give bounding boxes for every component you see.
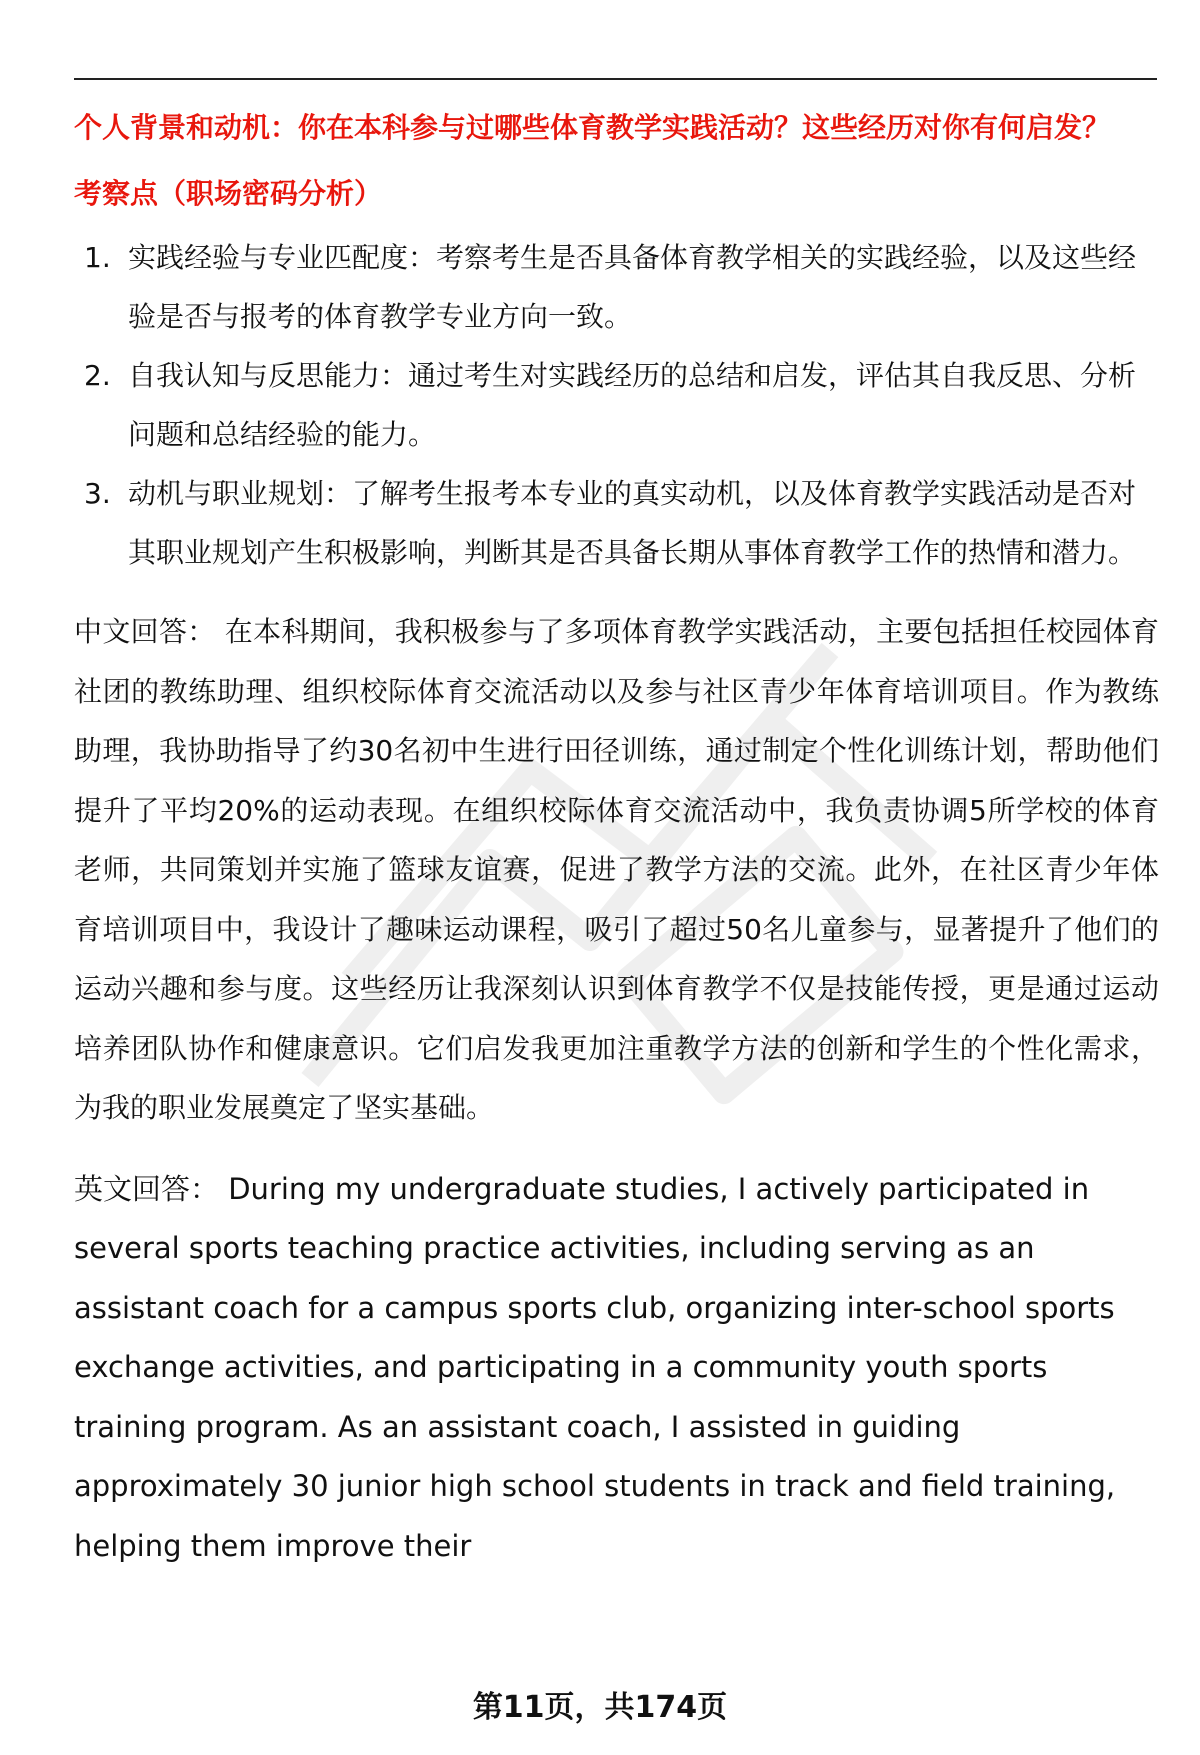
chinese-answer: 中文回答： 在本科期间，我积极参与了多项体育教学实践活动，主要包括担任校园体育社团的教练助理、组织校际体育交流活动以及参与社区青少年体育培训项目。作为教练助理，我协助指导了约30名初中生进行田径训练，通过制定个性化训练计划，帮助他们提升了平均20%的运动表现。在组织校际体育交流活动中，我负责协调5所学校的体育老师，共同策划并实施了篮球友谊赛，促进了教学方法的交流。此外，在社区青少年体育培训项目中，我设计了趣味运动课程，吸引了超过50名儿童参与，显著提升了他们的运动兴趣和参与度。这些经历让我深刻认识到体育教学不仅是技能传授，更是通过运动培养团队协作和健康意识。它们启发我更加注重教学方法的创新和学生的个性化需求，为我的职业发展奠定了坚实基础。 bbox=[74, 615, 1159, 1124]
list-item bbox=[74, 346, 1159, 464]
list-item-number: 1. bbox=[84, 241, 111, 274]
list-item-number: 3. bbox=[84, 477, 111, 510]
list-item bbox=[74, 228, 1159, 346]
assessment-points-list bbox=[74, 228, 1159, 582]
list-item bbox=[74, 464, 1159, 582]
list-item-text: 动机与职业规划：了解考生报考本专业的真实动机，以及体育教学实践活动是否对其职业规划产生积极影响，判断其是否具备长期从事体育教学工作的热情和潜力。 bbox=[128, 477, 1137, 569]
page-content bbox=[74, 108, 1159, 1576]
section-title: 考察点（职场密码分析） bbox=[74, 177, 383, 210]
question-heading: 个人背景和动机：你在本科参与过哪些体育教学实践活动？这些经历对你有何启发？ bbox=[74, 111, 1111, 144]
top-rule bbox=[74, 78, 1157, 80]
list-item-text: 实践经验与专业匹配度：考察考生是否具备体育教学相关的实践经验，以及这些经验是否与报考的体育教学专业方向一致。 bbox=[128, 241, 1137, 333]
list-item-number: 2. bbox=[84, 359, 111, 392]
page-number: 第11页，共174页 bbox=[472, 1690, 728, 1725]
english-answer: 英文回答： During my undergraduate studies, I actively participated in several sports teaching practice activities, including serving as an assistant coach for a campus sports club, organizing inter-school sports exchange activities, and participating in a community youth sports training program. As an assistant coach, I assisted in guiding approximately 30 junior high school students in track and field training, helping them improve their bbox=[74, 1171, 1116, 1563]
list-item-text: 自我认知与反思能力：通过考生对实践经历的总结和启发，评估其自我反思、分析问题和总结经验的能力。 bbox=[128, 359, 1137, 451]
